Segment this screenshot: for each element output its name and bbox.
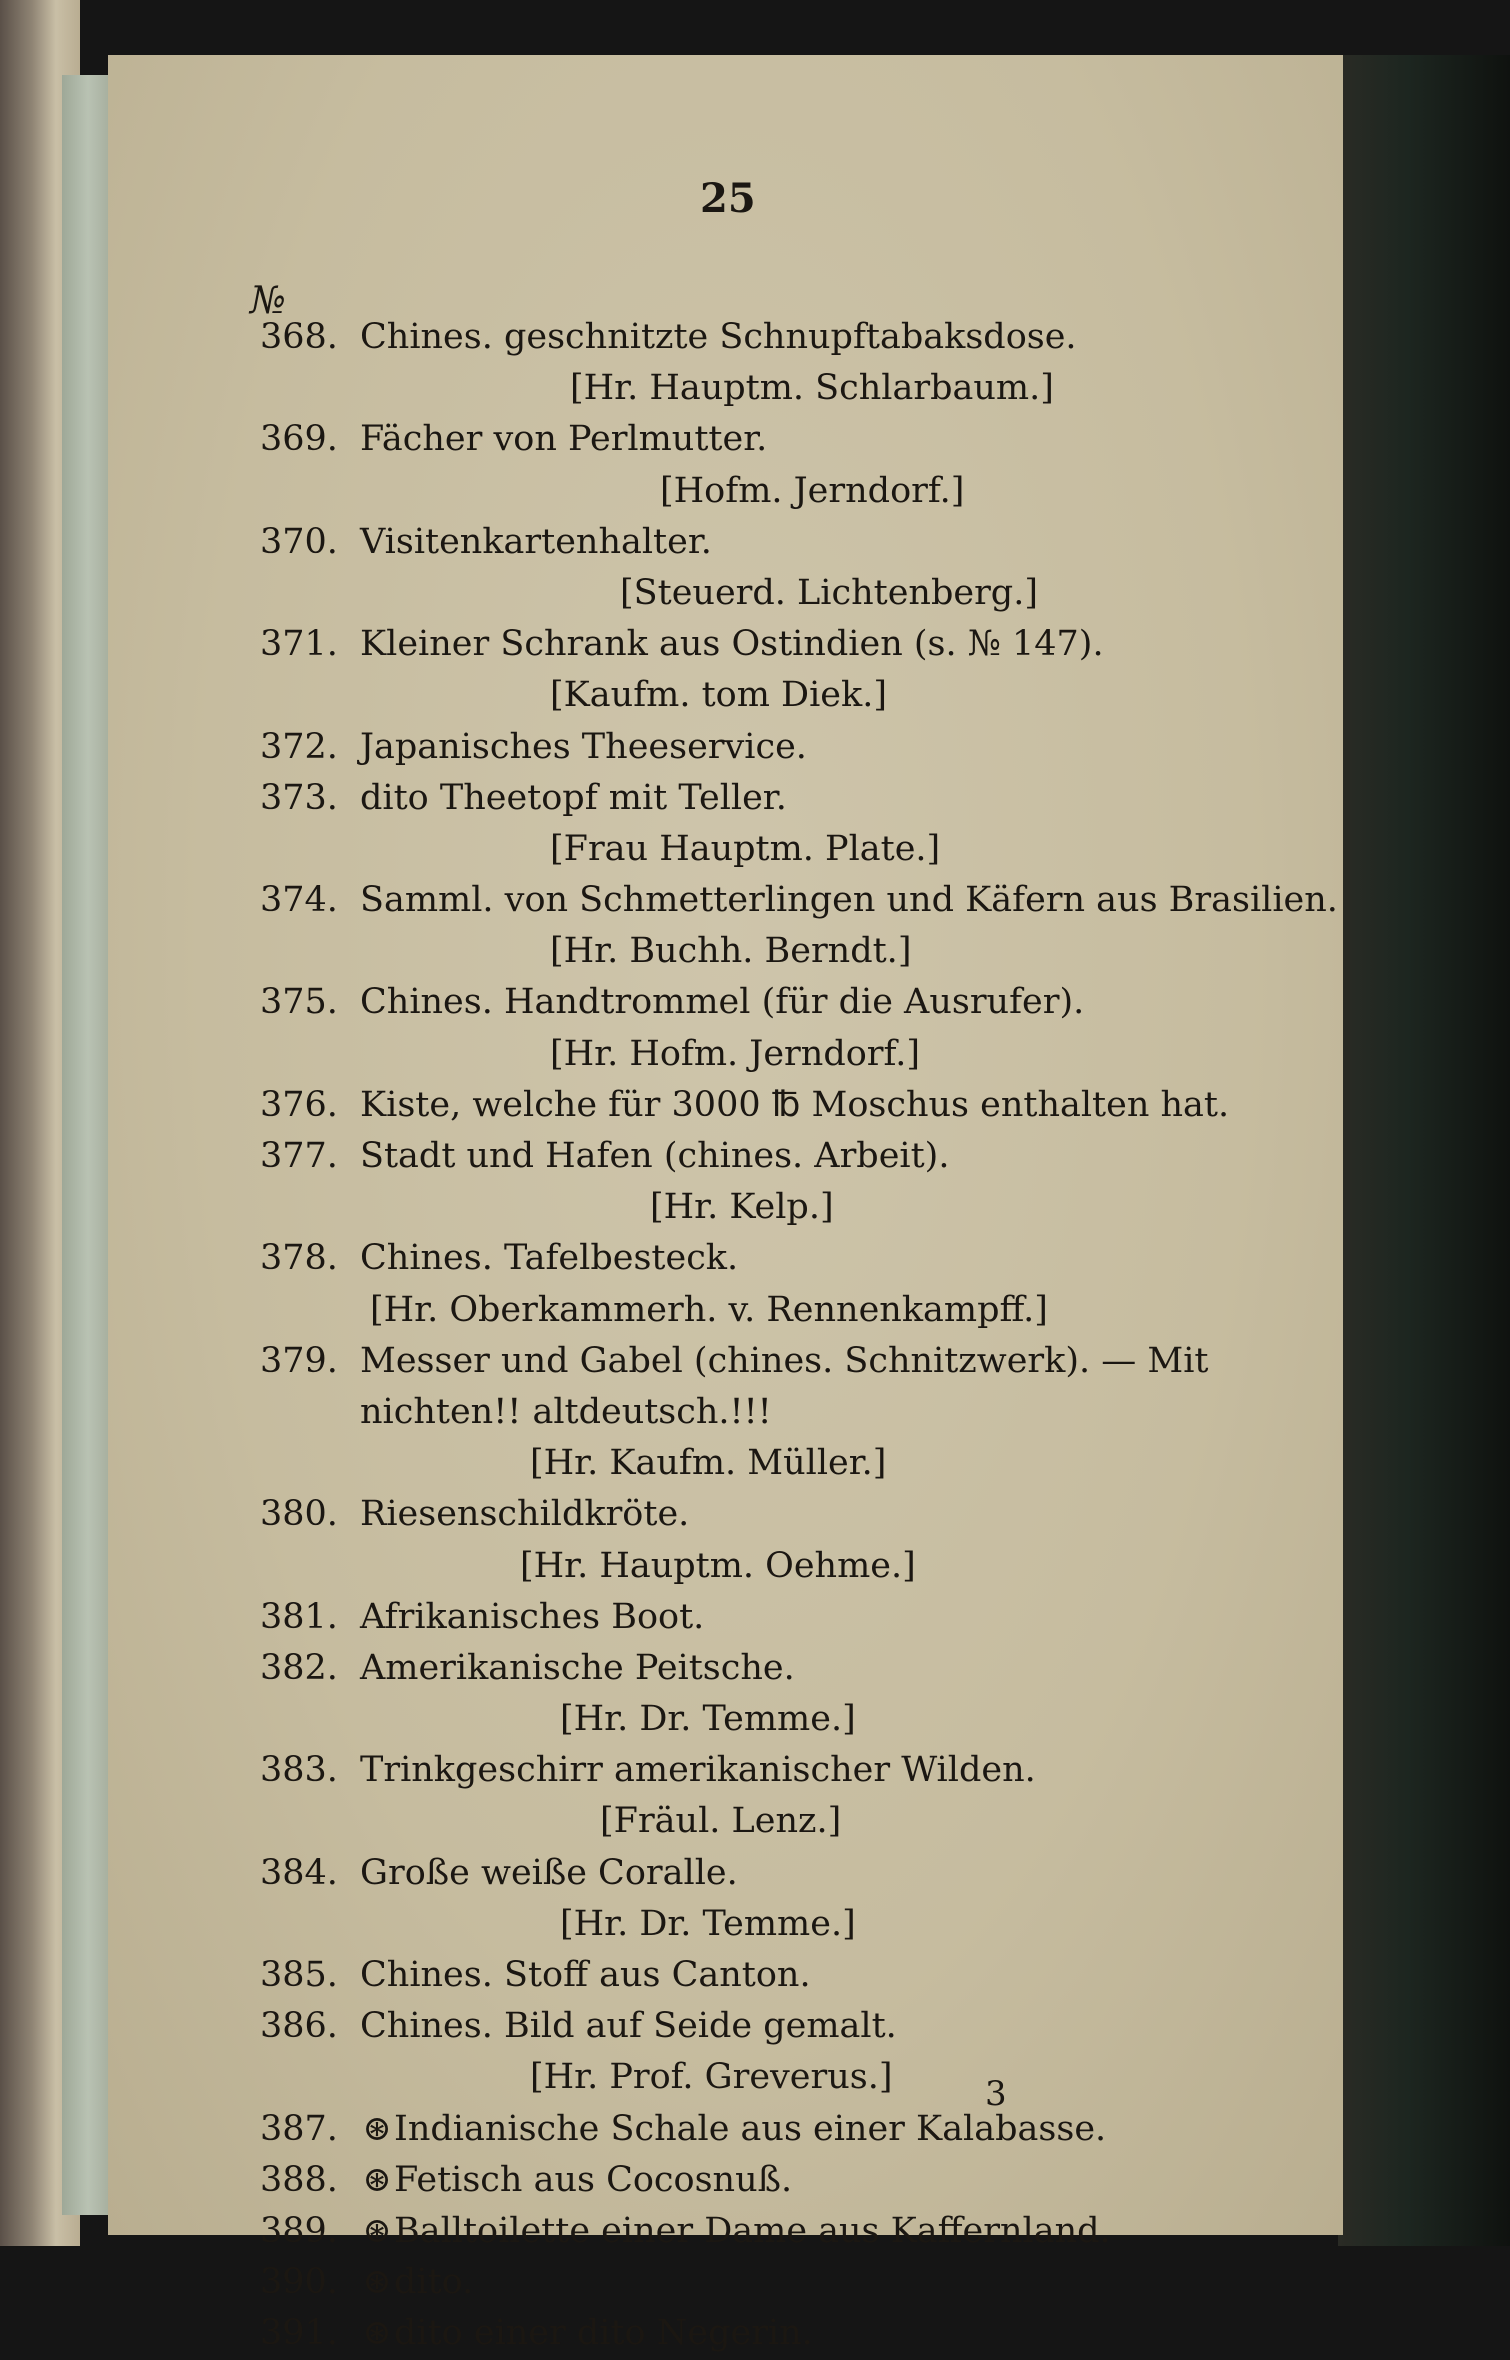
donor-line xyxy=(260,670,1310,721)
entry-text: Japanisches Theeservice. xyxy=(360,726,807,767)
catalog-entry xyxy=(260,1950,1310,2001)
entry-text: Indianische Schale aus einer Kalabasse. xyxy=(394,2108,1107,2149)
donor-line xyxy=(260,2052,1310,2103)
entry-number: 371. xyxy=(260,624,338,665)
donor-line xyxy=(260,1694,1310,1745)
donor-text: [Fräul. Lenz.] xyxy=(600,1801,842,1842)
entry-number: 387. xyxy=(260,2108,338,2149)
donor-line xyxy=(260,1387,1310,1438)
entry-number: 379. xyxy=(260,1340,338,1381)
donor-text: [Hr. Prof. Greverus.] xyxy=(530,2057,893,2098)
catalog-entry xyxy=(260,619,1310,670)
entry-text: Samml. von Schmetterlingen und Käfern aus Brasilien. xyxy=(360,880,1338,921)
donor-line xyxy=(260,1285,1310,1336)
number-sign: № xyxy=(250,278,286,322)
entry-number: 386. xyxy=(260,2006,338,2047)
entry-number: 378. xyxy=(260,1238,338,1279)
entry-number: 385. xyxy=(260,1955,338,1995)
entry-number: 373. xyxy=(260,777,338,818)
catalog-entries xyxy=(260,312,1338,2360)
catalog-entry xyxy=(260,312,1310,363)
entry-number: 390. xyxy=(260,2262,338,2303)
entry-number: 377. xyxy=(260,1136,338,1176)
donor-line xyxy=(260,466,1310,517)
entry-text: Riesenschildkröte. xyxy=(360,1494,690,1535)
entry-text: Afrikanisches Boot. xyxy=(360,1596,705,1637)
entry-text: Chines. Handtrommel (für die Ausrufer). xyxy=(360,982,1085,1023)
entry-number: 389. xyxy=(260,2210,338,2251)
entry-text: Amerikanische Peitsche. xyxy=(360,1647,795,1688)
entry-number: 384. xyxy=(260,1852,338,1893)
entry-number: 375. xyxy=(260,982,338,1023)
catalog-entry xyxy=(260,2206,1310,2257)
donor-line xyxy=(260,1182,1310,1233)
entry-text: Visitenkartenhalter. xyxy=(360,521,712,562)
entry-text: Fetisch aus Cocosnuß. xyxy=(394,2159,793,2200)
donor-line xyxy=(260,1899,1310,1950)
entry-number: 368. xyxy=(260,317,338,357)
donor-text: [Hr. Dr. Temme.] xyxy=(560,1903,856,1944)
entry-number: 388. xyxy=(260,2159,338,2200)
catalog-entry xyxy=(260,875,1338,926)
catalog-entry xyxy=(260,2001,1310,2052)
entry-text: Stadt und Hafen (chines. Arbeit). xyxy=(360,1136,950,1176)
entry-text: Chines. Stoff aus Canton. xyxy=(360,1955,811,1995)
entry-text: Chines. geschnitzte Schnupftabaksdose. xyxy=(360,317,1077,357)
donor-text: [Steuerd. Lichtenberg.] xyxy=(620,572,1038,613)
catalog-entry xyxy=(260,722,1310,773)
donor-text: [Hr. Hauptm. Oehme.] xyxy=(520,1545,916,1586)
donor-text: [Hr. Kelp.] xyxy=(650,1187,834,1228)
catalog-entry xyxy=(260,517,1310,568)
donor-line xyxy=(260,1029,1310,1080)
donor-text: [Hofm. Jerndorf.] xyxy=(660,470,965,511)
entry-text: dito Theetopf mit Teller. xyxy=(360,777,787,818)
entry-number: 372. xyxy=(260,726,338,767)
catalog-entry xyxy=(260,1489,1310,1540)
catalog-entry xyxy=(260,2308,1310,2359)
entry-text: Fächer von Perlmutter. xyxy=(360,419,768,460)
donor-text: [Frau Hauptm. Plate.] xyxy=(550,828,941,869)
page-number: 25 xyxy=(700,175,756,222)
entry-number: 383. xyxy=(260,1750,338,1791)
donor-text: [Hr. Oberkammerh. v. Rennenkampff.] xyxy=(370,1289,1048,1330)
donor-line xyxy=(260,1438,1310,1489)
donor-text: [Kaufm. tom Diek.] xyxy=(550,675,888,716)
donor-line xyxy=(260,568,1310,619)
donor-text: [Hr. Hofm. Jerndorf.] xyxy=(550,1033,921,1074)
catalog-entry xyxy=(260,1592,1310,1643)
catalog-entry xyxy=(260,414,1310,465)
entry-number: 374. xyxy=(260,880,338,921)
donor-line xyxy=(260,363,1310,414)
catalog-entry xyxy=(260,2155,1310,2206)
entry-text: Große weiße Coralle. xyxy=(360,1852,738,1893)
catalog-entry xyxy=(260,2257,1310,2308)
entry-text: Kleiner Schrank aus Ostindien (s. № 147). xyxy=(360,624,1104,665)
entry-number: 380. xyxy=(260,1494,338,1535)
donor-text: [Hr. Dr. Temme.] xyxy=(560,1699,856,1740)
origin-mark-icon: ⊛ xyxy=(362,2108,392,2149)
entry-text: Balltoilette einer Dame aus Kaffernland. xyxy=(394,2210,1111,2251)
entry-text: dito einer dito Negerin. xyxy=(394,2313,813,2354)
donor-line xyxy=(260,824,1310,875)
catalog-entry xyxy=(260,1745,1310,1796)
donor-text: [Hr. Kaufm. Müller.] xyxy=(530,1443,887,1484)
signature-mark: 3 xyxy=(985,2074,1007,2114)
entry-text: Messer und Gabel (chines. Schnitzwerk). — Mit xyxy=(360,1340,1209,1381)
origin-mark-icon: ⊛ xyxy=(362,2313,392,2354)
catalog-entry xyxy=(260,1080,1310,1131)
entry-text: dito. xyxy=(394,2262,474,2303)
entry-text: Trinkgeschirr amerikanischer Wilden. xyxy=(360,1750,1036,1791)
entry-text: Kiste, welche für 3000 ℔ Moschus enthalten hat. xyxy=(360,1084,1230,1125)
donor-text: [Hr. Buchh. Berndt.] xyxy=(550,931,912,972)
origin-mark-icon: ⊛ xyxy=(362,2262,392,2303)
origin-mark-icon: ⊛ xyxy=(362,2210,392,2251)
catalog-entry xyxy=(260,1233,1310,1284)
donor-text: [Hr. Hauptm. Schlarbaum.] xyxy=(570,368,1054,409)
entry-number: 369. xyxy=(260,419,338,460)
entry-number: 370. xyxy=(260,521,338,562)
donor-text: nichten!! altdeutsch.!!! xyxy=(360,1391,772,1432)
catalog-entry xyxy=(260,1643,1310,1694)
book-cover-edge xyxy=(1338,55,1510,2246)
entry-number: 382. xyxy=(260,1647,338,1688)
donor-line xyxy=(260,1796,1310,1847)
catalog-entry xyxy=(260,1131,1310,1182)
entry-number: 376. xyxy=(260,1084,338,1125)
entry-number: 381. xyxy=(260,1596,338,1637)
catalog-entry xyxy=(260,2104,1310,2155)
catalog-entry xyxy=(260,1848,1310,1899)
catalog-entry xyxy=(260,773,1310,824)
donor-line xyxy=(260,1541,1310,1592)
catalog-entry xyxy=(260,977,1310,1028)
entry-number: 391. xyxy=(260,2313,338,2354)
entry-text: Chines. Bild auf Seide gemalt. xyxy=(360,2006,897,2047)
donor-line xyxy=(260,926,1310,977)
binding-strip xyxy=(62,75,114,2215)
catalog-entry xyxy=(260,1336,1310,1387)
entry-text: Chines. Tafelbesteck. xyxy=(360,1238,739,1279)
origin-mark-icon: ⊛ xyxy=(362,2159,392,2200)
